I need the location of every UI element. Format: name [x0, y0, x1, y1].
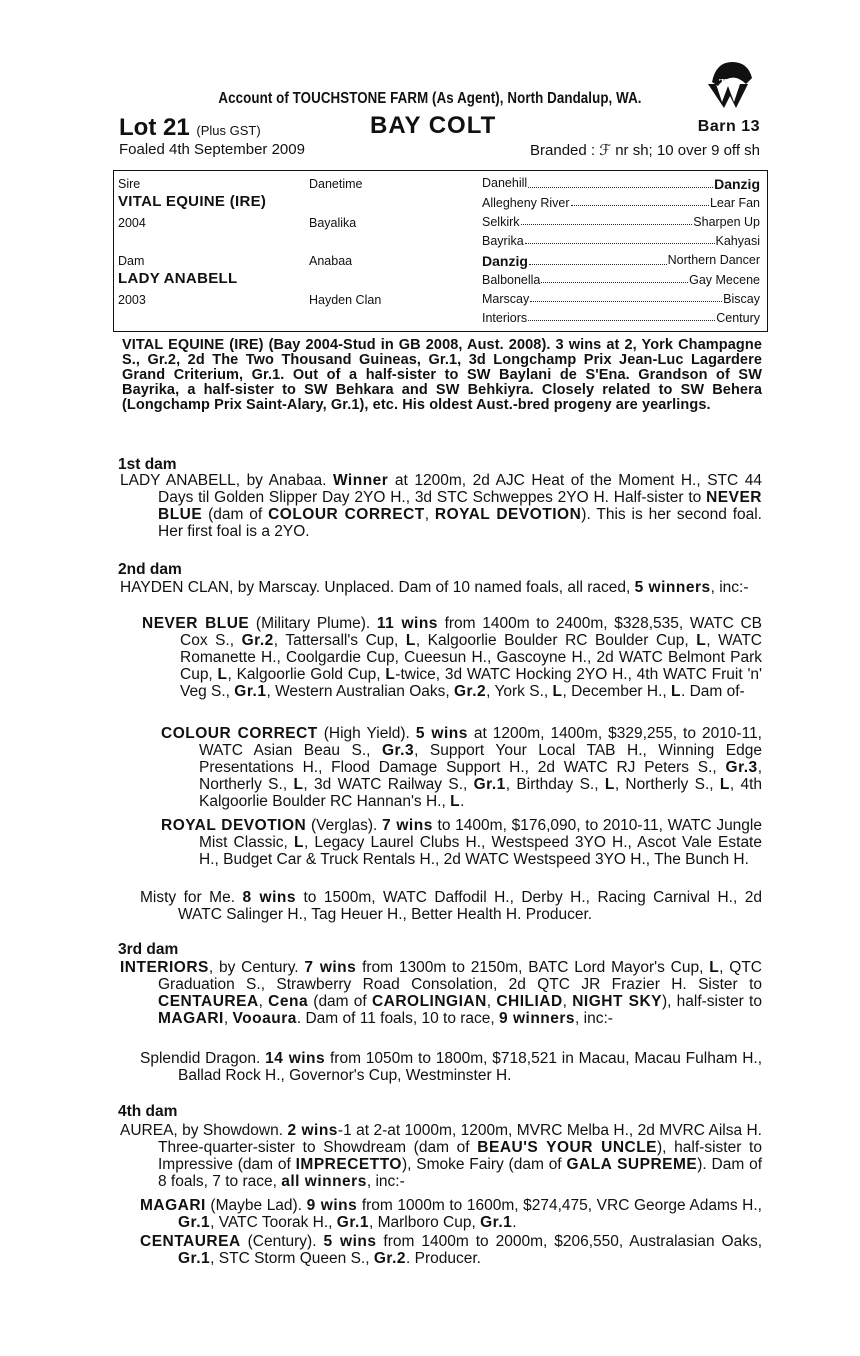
first-dam-heading: 1st dam: [118, 456, 177, 473]
dam-name: LADY ANABELL: [118, 270, 238, 287]
pedigree-line-5: Danzig Northern Dancer: [482, 253, 760, 269]
royal-devotion-entry: ROYAL DEVOTION (Verglas). 7 wins to 1400m, $176,090, to 2010-11, WATC Jungle Mist Classic, L, Legacy Laurel Clubs H., Westspeed 3YO H., Ascot Vale Estate H., Budget Car & Truck Rentals H., 2d WATC Westspeed 3YO H., The Bunch H.: [161, 817, 762, 868]
dam-dam: Hayden Clan: [309, 293, 382, 307]
third-dam-text: INTERIORS, by Century. 7 wins from 1300m to 2150m, BATC Lord Mayor's Cup, L, QTC Graduation S., Strawberry Road Consolation, 2d QTC JR Frazier H. Sister to CENTAUREA, Cena (dam of CAROLINGIAN, CHILIAD, NIGHT SKY), half-sister to MAGARI, Vooaura. Dam of 11 foals, 10 to race, 9 winners, inc:-: [120, 959, 762, 1027]
sire-name: VITAL EQUINE (IRE): [118, 193, 267, 210]
never-blue-entry: NEVER BLUE (Military Plume). 11 wins from 1400m to 2400m, $328,535, WATC CB Cox S., Gr.2, Tattersall's Cup, L, Kalgoorlie Boulder RC Boulder Cup, L, WATC Romanette H., Coolgardie Cup, Cueesun H., Gascoyne H., 2d WATC Belmont Park Cup, L, Kalgoorlie Gold Cup, L-twice, 3d WATC Hocking 2YO H., 4th WATC Fruit 'n' Veg S., Gr.1, Western Australian Oaks, Gr.2, York S., L, December H., L. Dam of-: [142, 615, 762, 700]
magari-entry: MAGARI (Maybe Lad). 9 wins from 1000m to 1600m, $274,475, VRC George Adams H., Gr.1, VATC Toorak H., Gr.1, Marlboro Cup, Gr.1.: [140, 1197, 762, 1231]
second-dam-heading: 2nd dam: [118, 561, 182, 578]
gst-note: (Plus GST): [196, 123, 261, 138]
svg-text:TF: TF: [719, 77, 734, 89]
misty-for-me-entry: Misty for Me. 8 wins to 1500m, WATC Daffodil H., Derby H., Racing Carnival H., 2d WATC Salinger H., Tag Heuer H., Better Health H. Producer.: [140, 889, 762, 923]
barn-number: Barn 13: [697, 118, 760, 135]
lot-number: Lot 21 (Plus GST): [119, 114, 261, 141]
sire-sire: Danetime: [309, 177, 363, 191]
vendor-account: Account of TOUCHSTONE FARM (As Agent), North Dandalup, WA.: [218, 90, 642, 107]
sire-year: 2004: [118, 216, 146, 230]
foaled-date: Foaled 4th September 2009: [119, 141, 305, 158]
fourth-dam-text: AUREA, by Showdown. 2 wins-1 at 2-at 1000m, 1200m, MVRC Melba H., 2d MVRC Ailsa H. Three-quarter-sister to Showdream (dam of BEAU'S YOUR UNCLE), half-sister to Impressive (dam of IMPRECETTO), Smoke Fairy (dam of GALA SUPREME). Dam of 8 foals, 7 to race, all winners, inc:-: [120, 1122, 762, 1190]
pedigree-line-8: Interiors Century: [482, 311, 760, 325]
pedigree-line-1: Danehill Danzig: [482, 176, 760, 192]
dam-sire: Anabaa: [309, 254, 353, 268]
horse-description: BAY COLT: [370, 112, 497, 139]
sire-dam: Bayalika: [309, 216, 357, 230]
sire-label: Sire: [118, 177, 141, 191]
brand-marks: Branded : ℱ nr sh; 10 over 9 off sh: [530, 142, 760, 159]
splendid-dragon-entry: Splendid Dragon. 14 wins from 1050m to 1800m, $718,521 in Macau, Macau Fulham H., Ballad Rock H., Governor's Cup, Westminster H.: [140, 1050, 762, 1084]
first-dam-text: LADY ANABELL, by Anabaa. Winner at 1200m, 2d AJC Heat of the Moment H., STC 44 Days til Golden Slipper Day 2YO H., 3d STC Schweppes 2YO H. Half-sister to NEVER BLUE (dam of COLOUR CORRECT, ROYAL DEVOTION). This is her second foal. Her first foal is a 2YO.: [120, 472, 762, 540]
pedigree-line-4: Bayrika Kahyasi: [482, 234, 760, 248]
third-dam-heading: 3rd dam: [118, 941, 179, 958]
pedigree-table: [113, 170, 768, 332]
pedigree-line-7: Marscay Biscay: [482, 292, 760, 306]
pedigree-line-2: Allegheny River Lear Fan: [482, 196, 760, 210]
fourth-dam-heading: 4th dam: [118, 1103, 178, 1120]
pedigree-line-6: Balbonella Gay Mecene: [482, 273, 760, 287]
dam-label: Dam: [118, 254, 145, 268]
sire-summary: VITAL EQUINE (IRE) (Bay 2004-Stud in GB 2008, Aust. 2008). 3 wins at 2, York Champagne S., Gr.2, 2d The Two Thousand Guineas, Gr.1, 3d Longchamp Prix Jean-Luc Lagardere Grand Criterium, Gr.1. Out of a half-sister to SW Baylani de S'Ena. Grandson of SW Bayrika, a half-sister to SW Behkara and SW Behkiyra. Closely related to SW Behera (Longchamp Prix Saint-Alary, Gr.1), etc. His oldest Aust.-bred progeny are yearlings.: [122, 337, 762, 413]
pedigree-line-3: Selkirk Sharpen Up: [482, 215, 760, 229]
colour-correct-entry: COLOUR CORRECT (High Yield). 5 wins at 1200m, 1400m, $329,255, to 2010-11, WATC Asian Beau S., Gr.3, Support Your Local TAB H., Winning Edge Presentations H., Flood Damage Support H., 2d WATC RJ Peters S., Gr.3, Northerly S., L, 3d WATC Railway S., Gr.1, Birthday S., L, Northerly S., L, 4th Kalgoorlie Boulder RC Hannan's H., L.: [161, 725, 763, 810]
dam-year: 2003: [118, 293, 146, 307]
second-dam-text: HAYDEN CLAN, by Marscay. Unplaced. Dam of 10 named foals, all raced, 5 winners, inc:-: [120, 579, 749, 596]
centaurea-entry: CENTAUREA (Century). 5 wins from 1400m to 2000m, $206,550, Australasian Oaks, Gr.1, STC Storm Queen S., Gr.2. Producer.: [140, 1233, 763, 1267]
